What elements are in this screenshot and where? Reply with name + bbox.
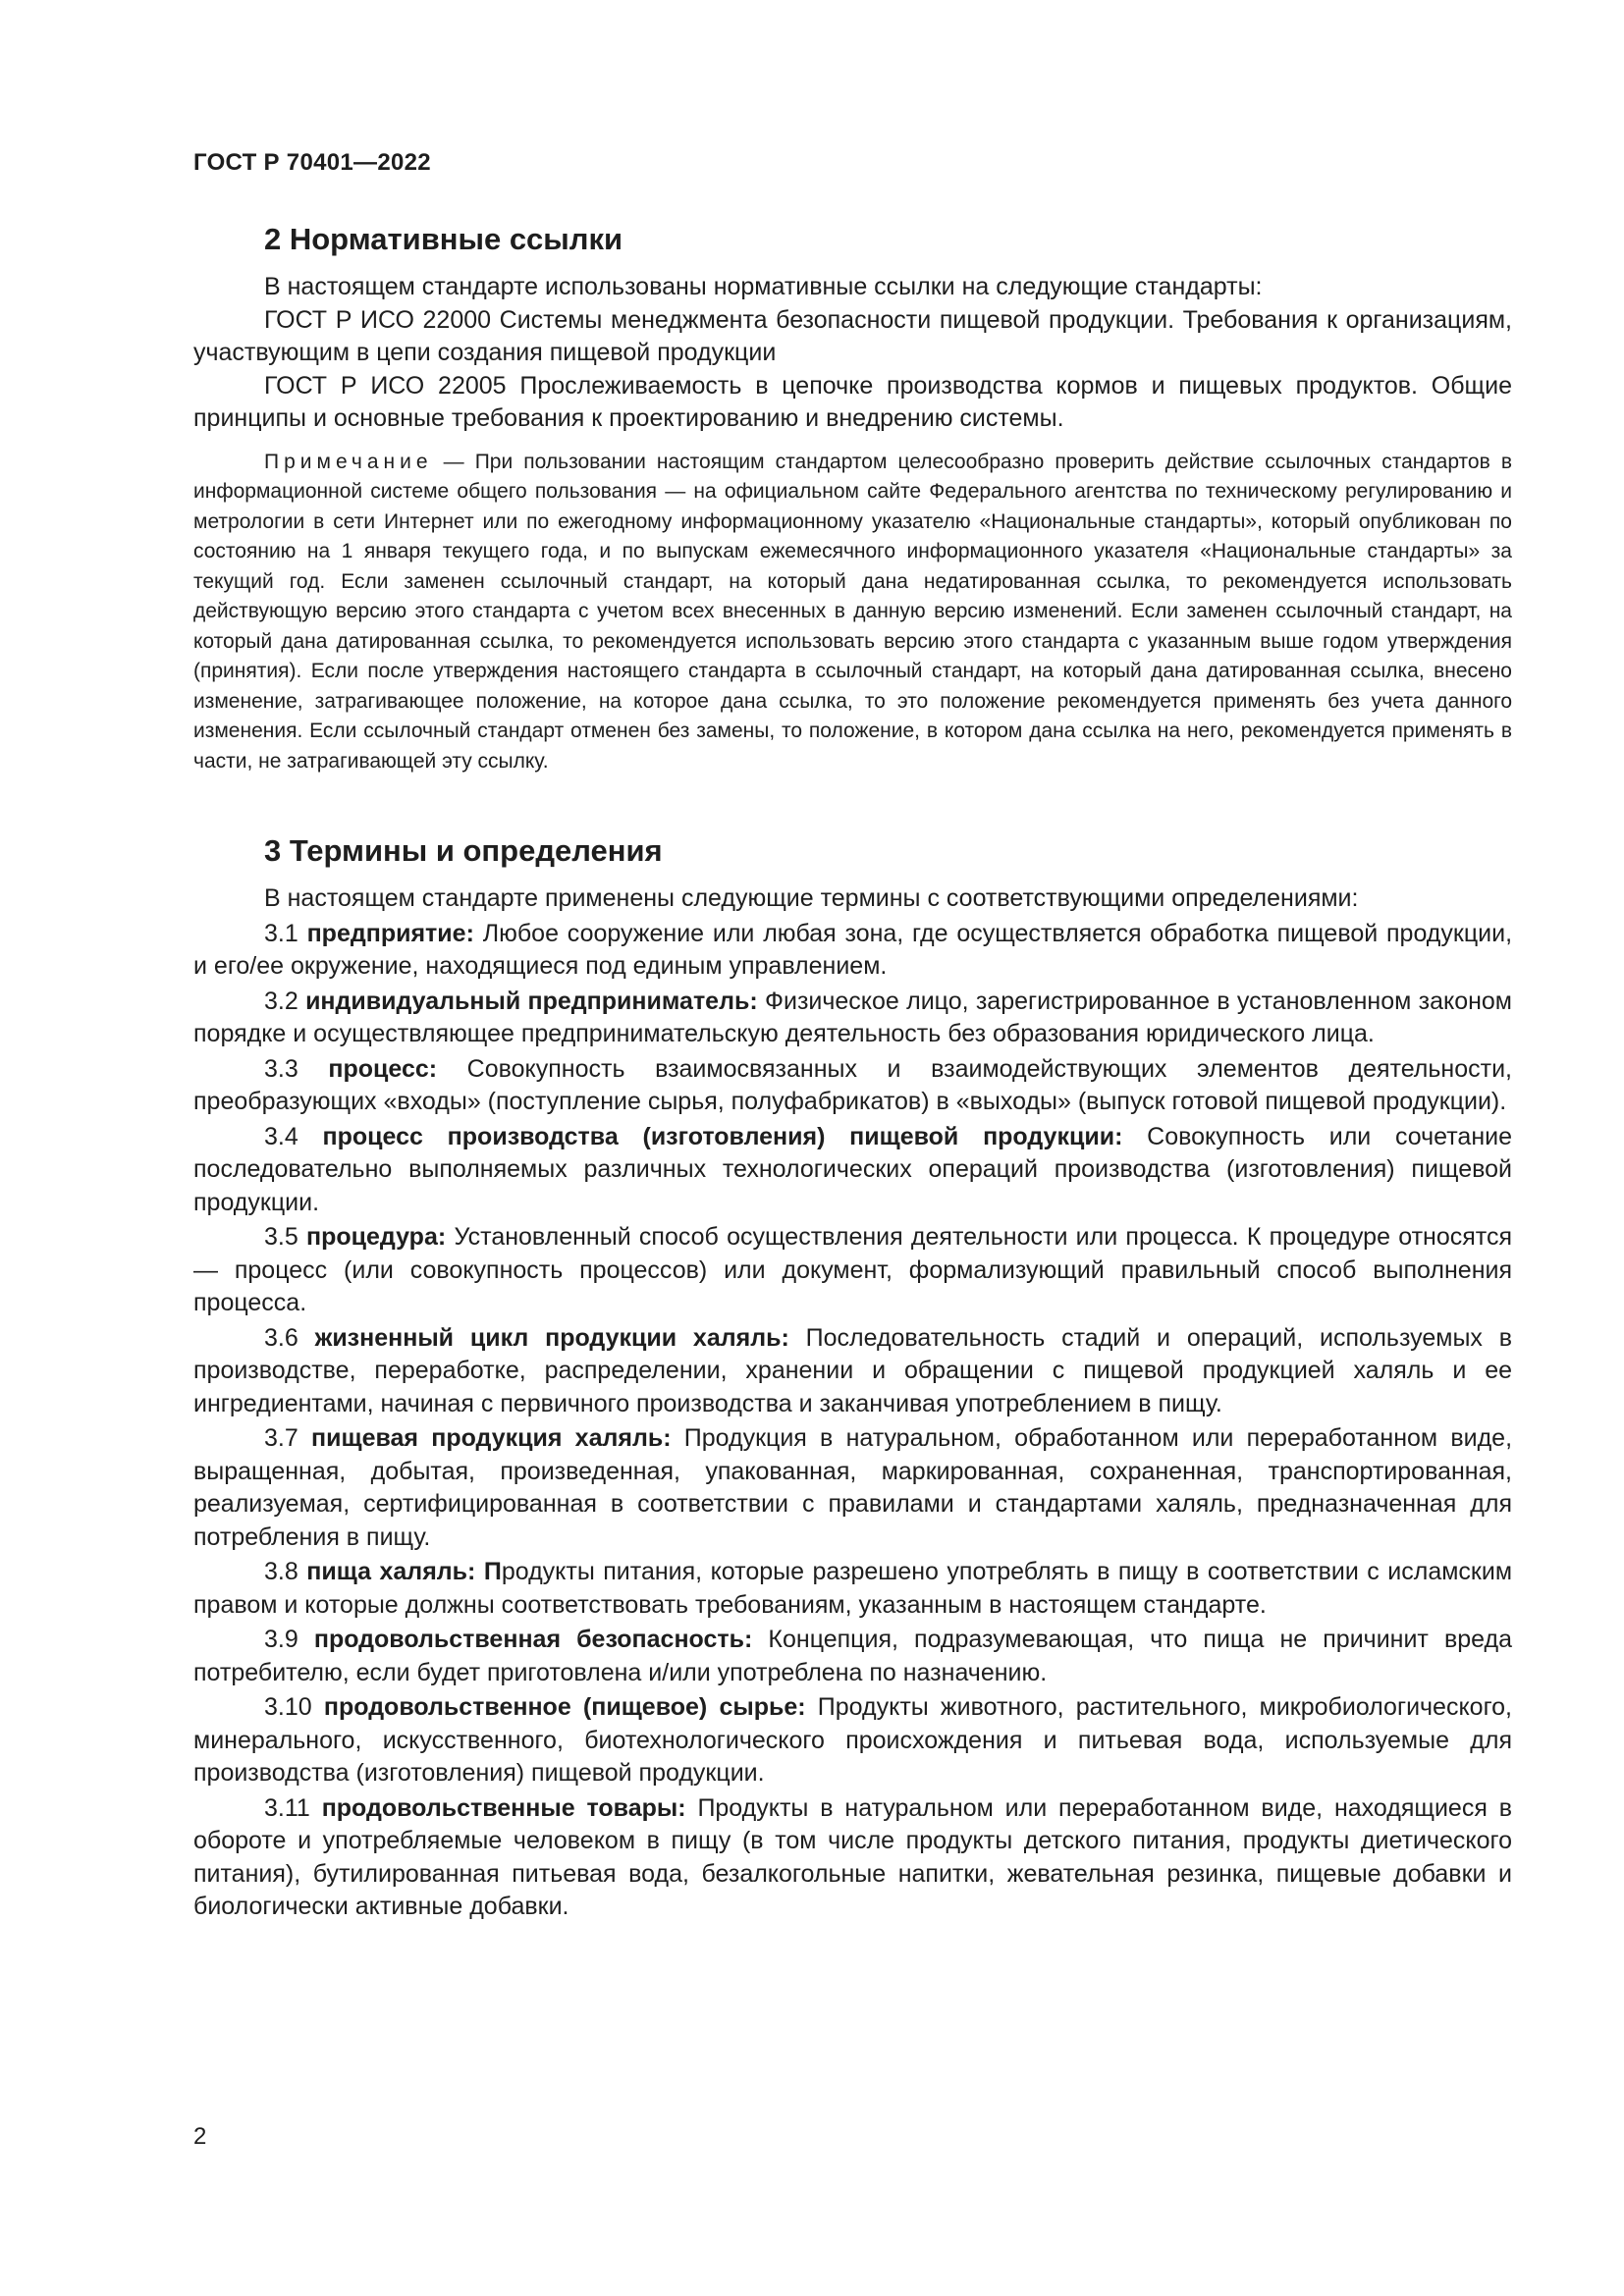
term-text: Продукция в натуральном, обработанном или переработанном виде, выращенная, добытая, произведенная, упакованная, маркированная, сохраненная, транспортированная, реализуемая, сертифицированная в соответствии с правилами и стандартами халяль, предназначенная для потребления в пищу. [193, 1424, 1513, 1551]
section-terms-definitions [193, 829, 1512, 1924]
term-name: процедура: [306, 1223, 447, 1251]
term-name: индивидуальный предприниматель: [305, 987, 758, 1015]
term-definition [193, 1691, 1512, 1790]
term-number: 3.10 [264, 1693, 312, 1721]
term-name: пищевая продукция халяль: [311, 1424, 672, 1452]
term-name: процесс: [328, 1054, 438, 1083]
term-number: 3.6 [264, 1323, 298, 1352]
term-number: 3.3 [264, 1054, 298, 1083]
term-text: Концепция, подразумевающая, что пища не причинит вреда потребителю, если будет приготовлена и/или употреблена по назначению. [193, 1626, 1512, 1686]
term-number: 3.7 [264, 1424, 298, 1452]
term-text: Любое сооружение или любая зона, где осуществляется обработка пищевой продукции, и его/ее окружение, находящиеся под единым управлением. [193, 919, 1513, 980]
reference-item: ГОСТ Р ИСО 22000 Системы менеджмента безопасности пищевой продукции. Требования к организациям, участвующим в цепи создания пищевой продукции [193, 305, 1512, 366]
term-text: Последовательность стадий и операций, используемых в производстве, переработке, распределении, хранении и обращении с пищевой продукцией халяль и ее ингредиентами, начиная с первичного производства и заканчивая употреблением в пищу. [193, 1323, 1513, 1417]
term-definition [193, 1624, 1512, 1689]
term-name: жизненный цикл продукции халяль: [314, 1323, 789, 1352]
term-text: Установленный способ осуществления деятельности или процесса. К процедуре относятся — процесс (или совокупность процессов) или документ, формализующий правильный способ выполнения процесса. [193, 1223, 1512, 1316]
term-number: 3.9 [264, 1626, 298, 1653]
term-definition [193, 1221, 1512, 1320]
section-3-title: 3 Термины и определения [264, 833, 663, 868]
section-2-title: 2 Нормативные ссылки [264, 222, 623, 256]
term-name: процесс производства (изготовления) пищевой продукции: [322, 1122, 1123, 1150]
term-definition [193, 1053, 1512, 1119]
term-name: продовольственная безопасность: [313, 1626, 753, 1653]
term-number: 3.8 [264, 1558, 298, 1585]
section-3-intro: В настоящем стандарте применены следующие термины с соответствующими определениями: [264, 884, 1359, 912]
term-name: пища халяль: П [306, 1558, 502, 1585]
term-name: продовольственное (пищевое) сырье: [323, 1693, 806, 1721]
note-text: — При пользовании настоящим стандартом целесообразно проверить действие ссылочных стандартов в информационной системе общего пользования — на официальном сайте Федерального агентства по техническому регулированию и метрологии в сети Интернет или по ежегодному информационному указателю «Национальные стандарты», который опубликован по состоянию на 1 января текущего года, и по выпускам ежемесячного информационного указателя «Национальные стандарты» за текущий год. Если заменен ссылочный стандарт, на который дана недатированная ссылка, то рекомендуется использовать действующую версию этого стандарта с учетом всех внесенных в данную версию изменений. Если заменен ссылочный стандарт, на который дана датированная ссылка, то рекомендуется использовать версию этого стандарта с указанным выше годом утверждения (принятия). Если после утверждения настоящего стандарта в ссылочный стандарт, на который дана датированная ссылка, внесено изменение, затрагивающее положение, на которое дана ссылка, то это положение рекомендуется применять без учета данного изменения. Если ссылочный стандарт отменен без замены, то положение, в котором дана ссылка на него, рекомендуется применять в части, не затрагивающей эту ссылку. [193, 450, 1512, 773]
section-normative-references [193, 218, 1512, 776]
term-text: родукты питания, которые разрешено употреблять в пищу в соответствии с исламским правом и которые должны соответствовать требованиям, указанным в настоящем стандарте. [193, 1558, 1513, 1619]
term-definition [193, 1792, 1512, 1924]
term-definition [193, 918, 1512, 984]
page-number: 2 [193, 2123, 207, 2150]
term-definition [193, 1322, 1512, 1421]
term-number: 3.1 [264, 919, 298, 947]
term-text: Продукты в натуральном или переработанном виде, находящиеся в обороте и употребляемые человеком в пищу (в том числе продукты детского питания, продукты диетического питания), бутилированная питьевая вода, безалкогольные напитки, жевательная резинка, пищевые добавки и биологически активные добавки. [193, 1793, 1513, 1920]
term-text: Совокупность взаимосвязанных и взаимодействующих элементов деятельности, преобразующих «входы» (поступление сырья, полуфабрикатов) в «выходы» (выпуск готовой пищевой продукции). [193, 1054, 1512, 1115]
note-paragraph [193, 448, 1512, 777]
term-text: Совокупность или сочетание последовательно выполняемых различных технологических операций производства (изготовления) пищевой продукции. [193, 1122, 1512, 1216]
term-definition [193, 1556, 1512, 1622]
term-number: 3.5 [264, 1223, 298, 1251]
note-label: Примечание [264, 450, 433, 473]
term-name: предприятие: [306, 919, 474, 947]
term-definition [193, 1422, 1512, 1554]
section-2-intro: В настоящем стандарте использованы нормативные ссылки на следующие стандарты: [264, 273, 1263, 300]
term-number: 3.4 [264, 1122, 298, 1150]
term-number: 3.2 [264, 987, 298, 1015]
term-name: продовольственные товары: [321, 1793, 686, 1822]
term-text: Продукты животного, растительного, микробиологического, минерального, искусственного, биотехнологического происхождения и питьевая вода, используемые для производства (изготовления) пищевой продукции. [193, 1693, 1513, 1787]
term-definition [193, 1121, 1512, 1220]
standard-code-header: ГОСТ Р 70401—2022 [193, 149, 431, 176]
page-content [193, 218, 1512, 1924]
term-number: 3.11 [264, 1793, 310, 1822]
term-text: Физическое лицо, зарегистрированное в установленном законом порядке и осуществляющее предпринимательскую деятельность без образования юридического лица. [193, 987, 1512, 1047]
term-definition [193, 986, 1512, 1051]
reference-item: ГОСТ Р ИСО 22005 Прослеживаемость в цепочке производства кормов и пищевых продуктов. Общие принципы и основные требования к проектированию и внедрению системы. [193, 371, 1512, 432]
